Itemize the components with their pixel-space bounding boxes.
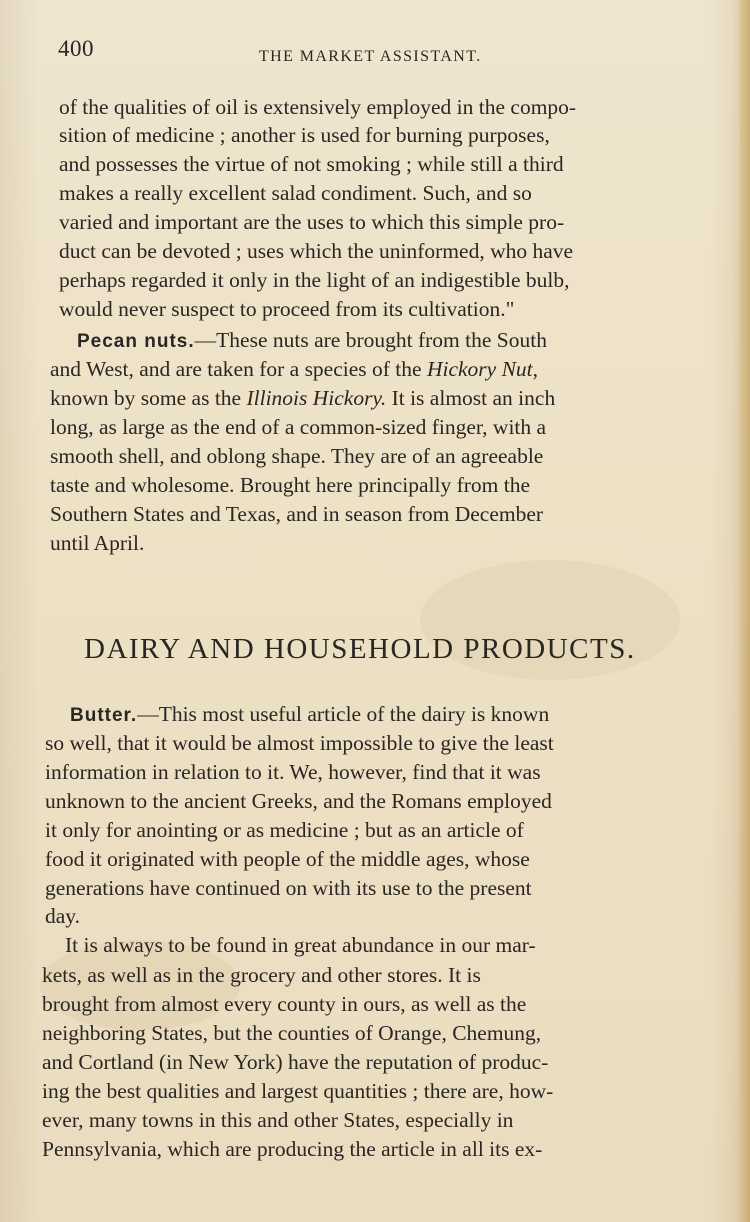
text-line: kets, as well as in the grocery and other stores. It is bbox=[42, 963, 481, 987]
text-line: day. bbox=[45, 904, 81, 928]
text-line: Pennsylvania, which are producing the article in all its ex- bbox=[42, 1137, 543, 1161]
text-line: unknown to the ancient Greeks, and the Romans employed bbox=[45, 789, 552, 813]
text-line: information in relation to it. We, however, find that it was bbox=[45, 760, 541, 784]
text-line: and Cortland (in New York) have the reputation of produc- bbox=[42, 1050, 549, 1074]
text-line: ever, many towns in this and other States, especially in bbox=[42, 1108, 514, 1132]
text-line: perhaps regarded it only in the light of an indigestible bulb, bbox=[59, 268, 570, 292]
text-line: generations have continued on with its use to the present bbox=[45, 876, 532, 900]
text-run: and West, and are taken for a species of the bbox=[50, 357, 427, 381]
text-line: until April. bbox=[50, 531, 145, 555]
text-line bbox=[50, 359, 538, 381]
text-line: taste and wholesome. Brought here principally from the bbox=[50, 473, 531, 497]
text-line: food it originated with people of the middle ages, whose bbox=[45, 847, 530, 871]
text-line: makes a really excellent salad condiment. Such, and so bbox=[59, 181, 532, 205]
text-line: Southern States and Texas, and in season from December bbox=[50, 502, 544, 526]
text-line: sition of medicine ; another is used for burning purposes, bbox=[59, 123, 550, 147]
text-run: It is almost an inch bbox=[386, 386, 556, 410]
italic-term: Hickory Nut, bbox=[426, 357, 539, 381]
pecan-heading: Pecan nuts. bbox=[77, 331, 195, 352]
text-line: of the qualities of oil is extensively employed in the compo- bbox=[59, 95, 577, 119]
text-line: so well, that it would be almost impossible to give the least bbox=[45, 731, 554, 755]
butter-heading: Butter. bbox=[70, 705, 138, 726]
butter-first-line bbox=[70, 704, 549, 726]
text-line: would never suspect to proceed from its cultivation." bbox=[59, 297, 515, 321]
text-line: duct can be devoted ; uses which the uninformed, who have bbox=[59, 239, 574, 263]
running-head: THE MARKET ASSISTANT. bbox=[259, 48, 482, 65]
italic-term: Illinois Hickory. bbox=[246, 386, 387, 410]
page-edge bbox=[740, 0, 750, 1222]
text-line: long, as large as the end of a common-sized finger, with a bbox=[50, 415, 547, 439]
text-line: It is always to be found in great abundance in our mar- bbox=[65, 933, 536, 957]
pecan-first-line bbox=[77, 330, 547, 352]
text-line bbox=[50, 388, 555, 410]
text-line: neighboring States, but the counties of Orange, Chemung, bbox=[42, 1021, 542, 1045]
text-line: and possesses the virtue of not smoking ; while still a third bbox=[59, 152, 564, 176]
text-run: known by some as the bbox=[50, 386, 247, 410]
text-line: brought from almost every county in ours, as well as the bbox=[42, 992, 527, 1016]
text-line: varied and important are the uses to which this simple pro- bbox=[59, 210, 565, 234]
text-run: —These nuts are brought from the South bbox=[194, 328, 547, 352]
text-line: it only for anointing or as medicine ; but as an article of bbox=[45, 818, 524, 842]
section-title: DAIRY AND HOUSEHOLD PRODUCTS. bbox=[84, 633, 636, 665]
text-line: smooth shell, and oblong shape. They are of an agreeable bbox=[50, 444, 544, 468]
text-run: —This most useful article of the dairy is known bbox=[137, 702, 550, 726]
text-line: ing the best qualities and largest quantities ; there are, how- bbox=[42, 1079, 554, 1103]
page-number: 400 bbox=[58, 36, 94, 61]
